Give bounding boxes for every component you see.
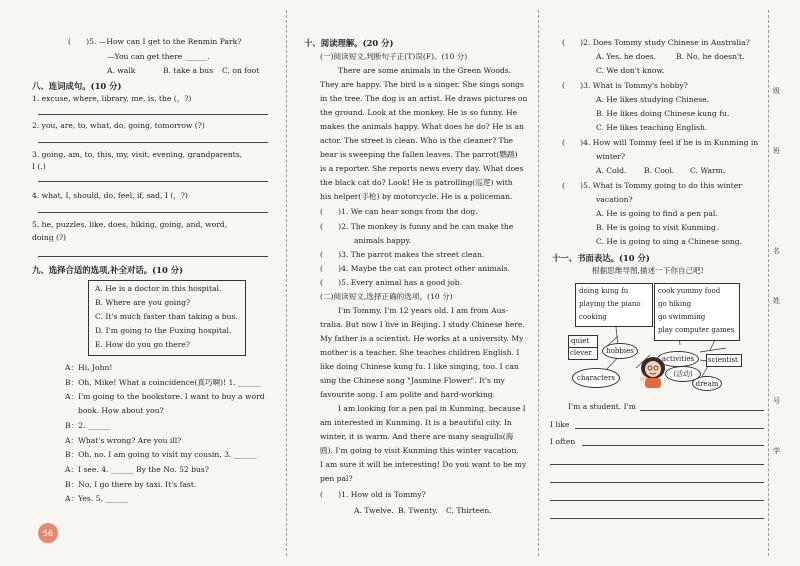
passage-a-line: actor. The street is clean. Who is the cleaner? The	[320, 136, 514, 145]
option-b: B. Where are you going?	[95, 298, 191, 307]
passage-b-line: pen pal?	[320, 474, 353, 483]
dialogue-line: B：2. ______	[65, 421, 111, 430]
passage-a-line: They are happy. The bird is a singer. She sings songs	[320, 80, 524, 89]
hobby-item: playing the piano	[579, 300, 641, 308]
activity-item: cook yummy food	[658, 287, 721, 295]
writing-line[interactable]	[550, 464, 764, 465]
sec8-item-5: 5. he, puzzles, like, does, hiking, going, and, word,	[32, 220, 228, 229]
side-label-number-1: 号	[773, 397, 780, 405]
passage-b-line: I'm Tommy. I'm 12 years old. I am from Aus-	[338, 306, 508, 315]
hobby-item: cooking	[579, 313, 607, 321]
binding-dashed-line	[768, 10, 769, 556]
sec8-item-1: 1. excuse, where, library, me, is, the (，?)	[32, 94, 192, 103]
writing-start-3: I often	[550, 437, 576, 446]
passage-b-line: favourite song. I am polite and hard-working.	[320, 390, 496, 399]
sec8-item-5-cont: doing (?)	[32, 233, 67, 242]
clever-label: clever	[570, 349, 592, 357]
tf-item-2: ( )2. The monkey is funny and he can make the	[320, 222, 514, 231]
answer-line[interactable]	[38, 181, 268, 182]
side-label-name-1: 名	[773, 247, 780, 255]
passage-b-line: I am looking for a pen pal in Kunming, because I	[338, 404, 526, 413]
option-a: A. He is a doctor in this hospital.	[95, 284, 222, 293]
left-column	[0, 0, 280, 566]
answer-line[interactable]	[38, 142, 268, 143]
sec8-item-3: 3. going, am, to, this, my, visit, evening, grandparents,	[32, 150, 243, 159]
right-column	[540, 0, 800, 566]
q1-opt-a: A. Twelve.	[354, 506, 394, 515]
passage-b-line: tralia. But now I live in Beijing. I study Chinese here.	[320, 320, 525, 329]
tf-item-2-cont: animals happy.	[354, 236, 412, 245]
dialogue-line: A：Yes. 5. ______	[65, 494, 129, 503]
activity-item: go swimming	[658, 313, 706, 321]
question-1: ( )1. How old is Tommy?	[320, 490, 426, 499]
q3-opt-a: A. He likes studying Chinese.	[596, 95, 710, 104]
option-e: E. How do you go there?	[95, 340, 190, 349]
tf-item-4: ( )4. Maybe the cat can protect other animals.	[320, 264, 511, 273]
activity-item: play computer games	[658, 326, 735, 334]
passage-a-line: bear is sweeping the fallen leaves. The parrot(鹦鹉)	[320, 150, 518, 159]
q3-opt-c: C. He likes teaching English.	[596, 123, 708, 132]
side-label-number-2: 学	[773, 447, 780, 455]
part-b-title: (二)阅读短文,选择正确的选项。(10 分)	[320, 292, 453, 301]
passage-a-line: the ground. Look at the monkey. He is so funny. He	[320, 108, 518, 117]
tf-item-5: ( )5. Every animal has a good job.	[320, 278, 463, 287]
writing-line[interactable]	[550, 500, 764, 501]
scientist-label: scientist	[708, 356, 738, 364]
hobbies-node: hobbies	[602, 343, 638, 359]
side-label-name-2: 姓	[773, 297, 780, 305]
q1-opt-c: C. Thirteen.	[446, 506, 492, 515]
activities-node: activities	[657, 351, 699, 367]
dialogue-line: book. How about you?	[78, 406, 164, 415]
passage-a-line: There are some animals in the Green Woods.	[338, 66, 512, 75]
q2-opt-a: A. Yes, he does.	[596, 52, 656, 61]
quiet-label: quiet	[571, 337, 590, 345]
q3-opt-b: B. He likes doing Chinese kung fu.	[596, 109, 730, 118]
passage-b-line: winter, it is warm. And there are many seagulls(海	[320, 432, 514, 441]
passage-b-line: 鸥). I'm going to visit Kunming this winter vacation.	[320, 446, 519, 455]
tf-item-3: ( )3. The parrot makes the street clean.	[320, 250, 485, 259]
middle-column	[290, 0, 540, 566]
dialogue-line: A：I'm going to the bookstore. I want to buy a word	[65, 392, 265, 401]
student-girl-illustration	[637, 355, 669, 389]
sec8-item-2: 2. you, are, to, what, do, going, tomorrow (?)	[32, 121, 205, 130]
section-9-title: 九、选择合适的选项,补全对话。(10 分)	[32, 265, 184, 275]
activity-item: go hiking	[658, 300, 692, 308]
answer-line[interactable]	[38, 212, 268, 213]
column-divider	[286, 10, 287, 556]
q5-opt-b: B. take a bus	[163, 66, 214, 75]
passage-a-line: in the tree. The dog is an artist. He draws pictures on	[320, 94, 528, 103]
sec8-item-4: 4. what, I, should, do, feel, if, sad, I (，?)	[32, 191, 188, 200]
question-5-cont: vacation?	[596, 195, 633, 204]
tf-item-1: ( )1. We can hear songs from the dog.	[320, 207, 478, 216]
activity-cn-node: (活动)	[665, 366, 701, 382]
part-a-title: (一)阅读短文,判断句子正(T)误(F)。(10 分)	[320, 52, 468, 61]
q5r-opt-b: B. He is going to visit Kunming.	[596, 223, 719, 232]
writing-start-1: I'm a student. I'm	[568, 402, 636, 411]
writing-line[interactable]	[575, 428, 764, 429]
question-5: ( )5. What is Tommy going to do this winter	[562, 181, 742, 190]
answer-line[interactable]	[38, 256, 268, 257]
section-8-title: 八、连词成句。(10 分)	[32, 81, 122, 91]
dialogue-line: A：What's wrong? Are you ill?	[65, 436, 182, 445]
section-10-title: 十、阅读理解。(20 分)	[304, 38, 394, 48]
question-2: ( )2. Does Tommy study Chinese in Australia?	[562, 38, 750, 47]
sec8-item-3-cont: I (.)	[32, 162, 46, 171]
dialogue-line: B：No, I go there by taxi. It's fast.	[65, 480, 197, 489]
question-4-cont: winter?	[596, 152, 626, 161]
q4-opt-c: C. Warm.	[690, 166, 726, 175]
column-divider	[538, 10, 539, 556]
q5-stem: ( )5. —How can I get to the Renmin Park?	[68, 37, 242, 46]
passage-b-line: mother is a teacher. She teaches children English. I	[320, 348, 520, 357]
dream-node: dream	[692, 376, 722, 391]
passage-a-line: the black cat do? Look! He is patrolling(巡逻) with	[320, 178, 513, 187]
q5r-opt-c: C. He is going to sing a Chinese song.	[596, 237, 743, 246]
passage-b-line: I am sure it will be interesting! Do you want to be my	[320, 460, 527, 469]
q2-opt-b: B. No, he doesn't.	[676, 52, 745, 61]
passage-b-line: My father is a scientist. He works at a university. My	[320, 334, 524, 343]
q5-opt-a: A. walk	[107, 66, 136, 75]
question-4: ( )4. How will Tommy feel if he is in Kunming in	[562, 138, 759, 147]
q4-opt-a: A. Cold.	[596, 166, 627, 175]
writing-line[interactable]	[550, 482, 764, 483]
dialogue-line: B：Oh, no. I am going to visit my cousin. 3. ______	[65, 450, 257, 459]
writing-line[interactable]	[582, 445, 764, 446]
writing-start-2: I like	[550, 420, 570, 429]
passage-b-line: like doing Chinese kung fu. I like singing, too. I can	[320, 362, 519, 371]
q1-opt-b: B. Twenty.	[398, 506, 438, 515]
passage-b-line: sing the Chinese song "Jasmine Flower". It's my	[320, 376, 505, 385]
question-3: ( )3. What is Tommy's hobby?	[562, 81, 688, 90]
section-11-title: 十一、书面表达。(10 分)	[552, 253, 650, 263]
section-11-instruction: 根据思维导图,描述一下你自己吧!	[592, 266, 704, 275]
writing-line[interactable]	[640, 410, 764, 411]
option-c: C. It's much faster than taking a bus.	[95, 312, 238, 321]
dialogue-line: A：I see. 4. ______ By the No. 52 bus?	[65, 465, 209, 474]
dialogue-line: A：Hi, John!	[65, 363, 113, 372]
passage-b-line: am interested in Kunming. It is a beautiful city. In	[320, 418, 512, 427]
q4-opt-b: B. Cool.	[644, 166, 675, 175]
q2-opt-c: C. We don't know.	[596, 66, 665, 75]
passage-a-line: makes the animals happy. What does he do? He is an	[320, 122, 524, 131]
passage-a-line: his helper(手枪) by motorcycle. He is a policeman.	[320, 192, 513, 201]
characters-node: characters	[572, 368, 620, 388]
q5-reply: —You can get there ______.	[107, 52, 210, 61]
passage-a-line: is a reporter. She reports news every day. What does	[320, 164, 524, 173]
option-d: D. I'm going to the Fuxing hospital.	[95, 326, 232, 335]
hobby-item: doing kung fu	[579, 287, 629, 295]
dialogue-line: B：Oh, Mike! What a coincidence(真巧啊)! 1. ______	[65, 378, 261, 387]
page-number-badge: 56	[38, 523, 58, 543]
q5-opt-c: C. on foot	[222, 66, 260, 75]
writing-line[interactable]	[550, 518, 764, 519]
answer-line[interactable]	[38, 114, 268, 115]
q5r-opt-a: A. He is going to find a pen pal.	[596, 209, 718, 218]
side-label-class: 班	[773, 147, 780, 155]
side-label-class-level: 级	[773, 87, 780, 95]
